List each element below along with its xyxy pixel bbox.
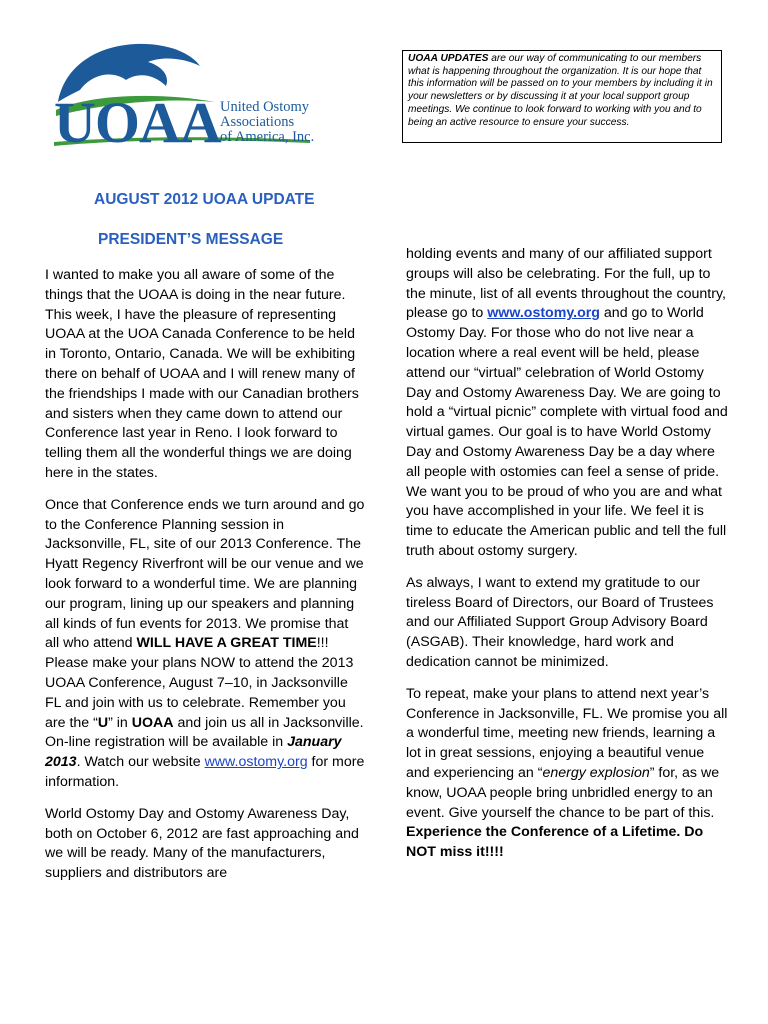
logo-sub-line: United Ostomy <box>220 99 310 115</box>
paragraph <box>406 245 728 562</box>
logo-sub-line: of America, Inc. <box>220 129 315 145</box>
paragraph: I wanted to make you all aware of some of the things that the UOAA is doing in the near future. This week, I have the pleasure of representing UOAA at the UOA Canada Conference to be held in Toronto, Ontario, Canada. We will be exhibiting there on behalf of UOAA and I will renew many of the friendships I made with our Canadian brothers and sisters when they came down to attend our Conference last year in Reno. I look forward to telling them all the wonderful things we are doing here in the states. <box>45 267 359 481</box>
paragraph <box>406 685 728 863</box>
uoaa-logo <box>50 40 320 155</box>
text-run: holding events and many of our affiliated support groups will also be celebrating. For the full, up to the minute, list of all events throughout the country, please go to <box>406 246 726 322</box>
uoaa-updates-box <box>402 50 722 143</box>
update-box-text: are our way of communicating to our members what is happening throughout the organization. It is our hope that this information will be passed on to your members by including it in your newsletters or by discussing it at your local support group meetings. We continue to look forward to working with you and to being an active resource to ensure your success. <box>408 53 713 128</box>
logo-sub-line: Associations <box>220 114 295 130</box>
website-link[interactable]: www.ostomy.org <box>204 754 308 771</box>
emphasis-text: energy explosion <box>542 764 650 781</box>
logo-letters: UOAA <box>54 90 221 155</box>
paragraph: World Ostomy Day and Ostomy Awareness Day, both on October 6, 2012 are fast approaching and we will be ready. Many of the manufacturers, suppliers and distributors are <box>45 805 359 882</box>
website-link[interactable]: www.ostomy.org <box>487 305 600 322</box>
text-run: To repeat, make your plans to attend next year’s Conference in Jacksonville, FL. We promise you all a wonderful time, meeting new friends, learning a lot in great sessions, enjoying a beautiful venue and experiencing an “ <box>406 685 728 781</box>
text-run: and go to World Ostomy Day. For those who do not live near a location where a real event will be held, please attend our “virtual” celebration of World Ostomy Day and Ostomy Awareness Day. We are going to hold a “virtual picnic” complete with virtual food and virtual games. Our goal is to have World Ostomy Day and Ostomy Awareness Day be a day where all people with ostomies can feel a sense of pride. We want you to be proud of who you are and what you have accomplished in your life. We feel it is time to educate the American public and tell the full truth about ostomy surgery. <box>406 305 728 559</box>
column-right <box>406 245 728 875</box>
logo-organization-name <box>220 100 314 145</box>
text-run: . Watch our website <box>76 754 205 771</box>
paragraph <box>45 496 365 793</box>
emphasis-text: U <box>97 714 109 731</box>
text-run: and join us all in Jacksonville. On-line registration will be available in <box>45 714 364 751</box>
emphasis-text: UOAA <box>131 714 174 731</box>
text-run: ” for, as we know, UOAA people bring unbridled energy to an event. Give yourself the chance to be part of this. <box>406 764 720 821</box>
emphasis-date: January 2013 <box>45 734 342 771</box>
text-run: for more information. <box>45 754 365 790</box>
page-title: AUGUST 2012 UOAA UPDATE <box>94 191 315 208</box>
column-left <box>45 266 365 896</box>
text-run: Once that Conference ends we turn around and go to the Conference Planning session in Jacksonville, FL, site of our 2013 Conference. The Hyatt Regency Riverfront will be our venue and we look forward to a wonderful time. We are planning our program, lining up our speakers and planning all kinds of fun events for 2013. We promise that all who attend <box>45 496 365 652</box>
text-run: !!! Please make your plans NOW to attend the 2013 UOAA Conference, August 7–10, in Jacksonville FL and join with us to celebrate. Remember you are the “ <box>45 635 354 731</box>
closing-callout: Experience the Conference of a Lifetime. Do NOT miss it!!!! <box>406 824 704 861</box>
text-run: ” in <box>108 714 132 731</box>
update-box-label: UOAA UPDATES <box>408 53 489 64</box>
paragraph: As always, I want to extend my gratitude to our tireless Board of Directors, our Board of Trustees and our Affiliated Support Group Advisory Board (ASGAB). Their knowledge, hard work and dedication cannot be minimized. <box>406 574 714 670</box>
section-title: PRESIDENT’S MESSAGE <box>98 231 284 248</box>
emphasis-text: WILL HAVE A GREAT TIME <box>136 635 317 652</box>
